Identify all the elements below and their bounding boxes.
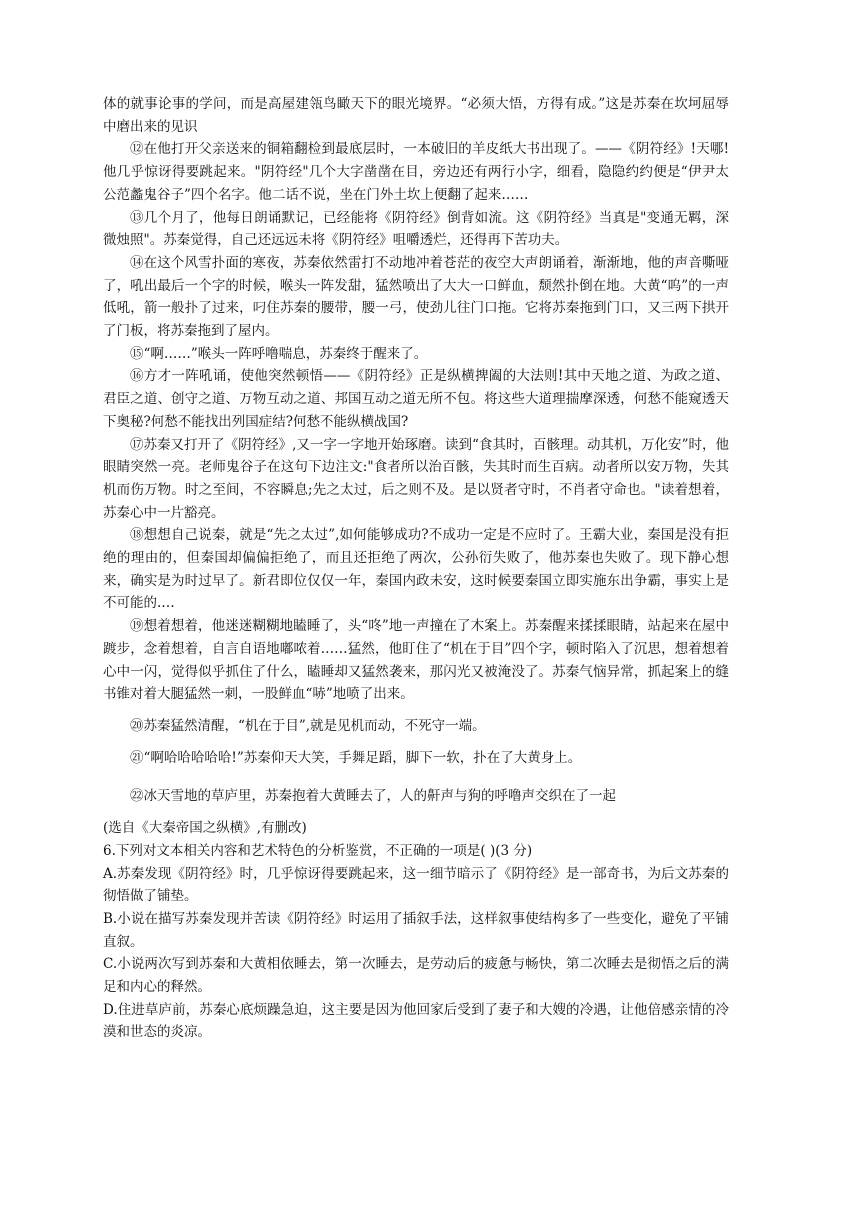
- question-stem: 6.下列对文本相关内容和艺术特色的分析鉴赏，不正确的一项是( )(3 分): [103, 842, 533, 859]
- paragraph-14: ⑭在这个风雪扑面的寒夜，苏秦依然雷打不动地冲着苍茫的夜空大声朗诵着，渐渐地，他的声音嘶哑了，吼出最后一个字的时候，喉头一阵发甜，猛然喷出了大大一口鲜血，颓然扑倒在地。大黄“呜”的一声低吼，箭一般扑了过来，叼住苏秦的腰带，腰一弓，使劲儿往门口拖。它将苏秦拖到门口，又三两下拱开了门板，将苏秦拖到了屋内。: [103, 254, 729, 340]
- paragraph-20: ⑳苏秦猛然清醒，“机在于目”,就是见机而动，不死守一端。: [130, 717, 486, 734]
- paragraph-12: ⑫在他打开父亲送来的铜箱翻检到最底层时，一本破旧的羊皮纸大书出现了。——《阴符经》!天哪!他几乎惊讶得要跳起来。"阴符经"几个大字凿凿在目，旁边还有两行小字，细看，隐隐约约便是“伊尹太公范蠡鬼谷子”四个名字。他二话不说，坐在门外土坎上便翻了起来……: [103, 141, 729, 203]
- option-b: B.小说在描写苏秦发现并苦读《阴符经》时运用了插叙手法，这样叙事使结构多了一些变化，避免了平铺直叙。: [103, 910, 729, 950]
- paragraph-13: ⑬几个月了，他每日朗诵默记，已经能将《阴符经》倒背如流。这《阴符经》当真是"变通无羁，深微烛照"。苏秦觉得，自己还远远未将《阴符经》咀嚼透烂，还得再下苦功夫。: [103, 209, 729, 249]
- option-a: A.苏秦发现《阴符经》时，几乎惊讶得要跳起来，这一细节暗示了《阴符经》是一部奇书，为后文苏秦的彻悟做了铺垫。: [103, 865, 729, 905]
- paragraph-18: ⑱想想自己说秦，就是“先之太过”,如何能够成功?不成功一定是不应时了。王霸大业，秦国是没有拒绝的理由的，但秦国却偏偏拒绝了，而且还拒绝了两次，公孙衍失败了，他苏秦也失败了。现下静心想来，确实是为时过早了。新君即位仅仅一年，秦国内政未安，这时候要秦国立即实施东出争霸，事实上是不可能的.…: [103, 527, 729, 612]
- option-d: D.住进草庐前，苏秦心底烦躁急迫，这主要是因为他回家后受到了妻子和大嫂的冷遇，让他倍感亲情的冷漠和世态的炎凉。: [103, 1001, 729, 1041]
- paragraph-15: ⑮“啊……”喉头一阵呼噜喘息，苏秦终于醒来了。: [130, 345, 428, 362]
- paragraph-16: ⑯方才一阵吼诵，使他突然顿悟——《阴符经》正是纵横捭阖的大法则!其中天地之道、为政之道、君臣之道、创守之道、万物互动之道、邦国互动之道无所不包。将这些大道理揣摩深透，何愁不能窥透天下奥秘?何愁不能找出列国症结?何愁不能纵横战国?: [103, 368, 729, 430]
- spacer: [103, 738, 729, 747]
- paragraph-21: ㉑“啊哈哈哈哈哈!”苏秦仰天大笑，手舞足蹈，脚下一软，扑在了大黄身上。: [130, 749, 582, 766]
- paragraph-22: ㉒冰天雪地的草庐里，苏秦抱着大黄睡去了，人的鼾声与狗的呼噜声交织在了一起: [130, 788, 616, 805]
- paragraph-17: ⑰苏秦又打开了《阴符经》,又一字一字地开始琢磨。读到“食其时，百骸理。动其机，万化安”时，他眼睛突然一亮。老师鬼谷子在这句下边注文:"食者所以治百骸，失其时而生百病。动者所以安万物，失其机而伤万物。时之至间，不容瞬息;先之太过，后之则不及。是以贤者守时，不肖者守命也。"读着想着，苏秦心中一片豁亮。: [103, 436, 729, 521]
- paragraph-continuation: 体的就事论事的学问，而是高屋建瓴鸟瞰天下的眼光境界。“必须大悟，方得有成。”这是苏秦在坎坷屈辱中磨出来的见识: [103, 96, 729, 135]
- paragraph-19: ⑲想着想着，他迷迷糊糊地瞌睡了，头“咚”地一声撞在了木案上。苏秦醒来揉揉眼睛，站起来在屋中踱步，念着想着，自言自语地嘟哝着……猛然，他盯住了“机在于目”四个字，顿时陷入了沉思，想着想着心中一闪，觉得似乎抓住了什么，瞌睡却又猛然袭来，那闪光又被淹没了。苏秦气恼异常，抓起案上的缝书锥对着大腿猛然一刺，一股鲜血“哧”地喷了出来。: [103, 618, 729, 703]
- spacer: [103, 769, 729, 785]
- document-page: [103, 93, 729, 1044]
- option-c: C.小说两次写到苏秦和大黄相依睡去，第一次睡去，是劳动后的疲惫与畅快，第二次睡去是彻悟之后的满足和内心的释然。: [103, 956, 729, 996]
- spacer: [103, 808, 729, 817]
- source-note: (选自《大秦帝国之纵横》,有删改): [103, 820, 307, 837]
- spacer: [103, 706, 729, 715]
